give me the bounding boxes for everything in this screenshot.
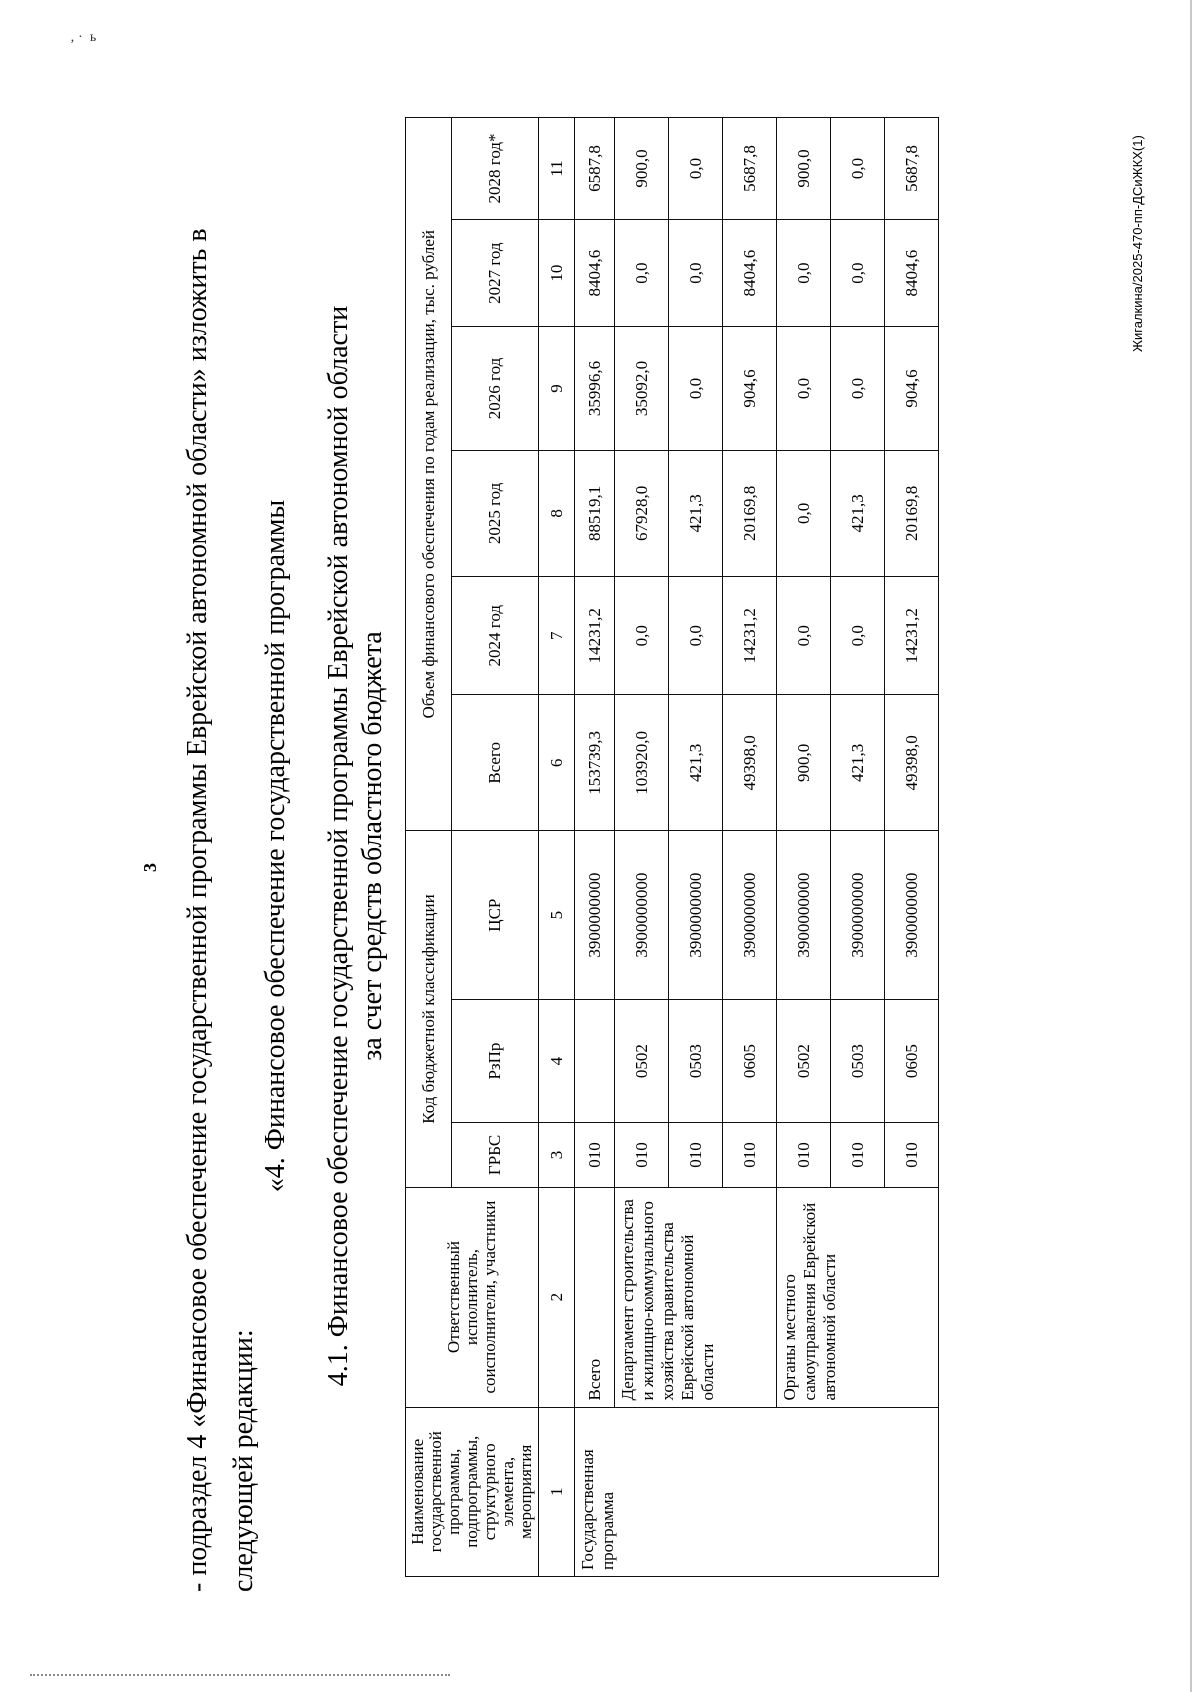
scan-marks: ‚ · ь <box>70 30 97 45</box>
y2026-cell: 904,6 <box>885 327 939 450</box>
header-executor: Ответственный исполнитель, соисполнители, участники <box>406 1187 539 1407</box>
total-cell: 421,3 <box>831 695 885 831</box>
column-number: 1 <box>539 1407 575 1576</box>
table-title-line-1: 4.1. Финансовое обеспечение государственной программы Еврейской автономной области <box>323 305 354 1387</box>
column-number: 3 <box>539 1123 575 1187</box>
header-rzpr: РзПр <box>452 999 539 1122</box>
y2025-cell: 88519,1 <box>575 450 615 577</box>
y2025-cell: 0,0 <box>777 450 831 577</box>
y2028-cell: 900,0 <box>615 118 669 220</box>
csr-cell: 3900000000 <box>777 831 831 999</box>
y2024-cell: 14231,2 <box>575 577 615 695</box>
y2027-cell: 8404,6 <box>723 220 777 327</box>
y2026-cell: 35996,6 <box>575 327 615 450</box>
y2024-cell: 0,0 <box>669 577 723 695</box>
rzpr-cell <box>575 999 615 1122</box>
header-2026: 2026 год <box>452 327 539 450</box>
column-number: 7 <box>539 577 575 695</box>
y2027-cell: 8404,6 <box>575 220 615 327</box>
column-number: 5 <box>539 831 575 999</box>
grbs-cell: 010 <box>831 1123 885 1187</box>
total-cell: 103920,0 <box>615 695 669 831</box>
header-2028: 2028 год* <box>452 118 539 220</box>
header-csr: ЦСР <box>452 831 539 999</box>
y2028-cell: 5687,8 <box>885 118 939 220</box>
document-footer-code: Жигалкина/2025-470-пп-ДСиЖКХ(1) <box>1130 135 1145 352</box>
grbs-cell: 010 <box>777 1123 831 1187</box>
column-number: 8 <box>539 450 575 577</box>
column-number: 9 <box>539 327 575 450</box>
column-number: 11 <box>539 118 575 220</box>
csr-cell: 3900000000 <box>575 831 615 999</box>
y2025-cell: 421,3 <box>831 450 885 577</box>
total-cell: 153739,3 <box>575 695 615 831</box>
total-cell: 421,3 <box>669 695 723 831</box>
table-row <box>575 118 615 1577</box>
y2027-cell: 0,0 <box>669 220 723 327</box>
table-row <box>777 118 831 1577</box>
executor-cell: Департамент строительства и жилищно-коммунального хозяйства правительства Еврейской автономной области <box>615 1187 777 1407</box>
rzpr-cell: 0503 <box>669 999 723 1122</box>
y2027-cell: 0,0 <box>615 220 669 327</box>
y2028-cell: 0,0 <box>669 118 723 220</box>
y2026-cell: 35092,0 <box>615 327 669 450</box>
page-number: 3 <box>140 863 160 872</box>
column-number: 4 <box>539 999 575 1122</box>
total-cell: 49398,0 <box>885 695 939 831</box>
intro-paragraph: - подраздел 4 «Финансовое обеспечение государственной программы Еврейской автономной области» изложить в следующей редакции: <box>182 228 259 1592</box>
y2028-cell: 0,0 <box>831 118 885 220</box>
rzpr-cell: 0502 <box>777 999 831 1122</box>
y2024-cell: 14231,2 <box>723 577 777 695</box>
csr-cell: 3900000000 <box>615 831 669 999</box>
y2024-cell: 0,0 <box>777 577 831 695</box>
grbs-cell: 010 <box>885 1123 939 1187</box>
total-cell: 900,0 <box>777 695 831 831</box>
grbs-cell: 010 <box>575 1123 615 1187</box>
column-number: 10 <box>539 220 575 327</box>
section-title: «4. Финансовое обеспечение государственной программы <box>260 499 291 1193</box>
grbs-cell: 010 <box>669 1123 723 1187</box>
header-grbs: ГРБС <box>452 1123 539 1187</box>
header-total: Всего <box>452 695 539 831</box>
financing-table <box>405 117 939 1577</box>
header-volume: Объем финансового обеспечения по годам реализации, тыс. рублей <box>406 118 452 831</box>
y2026-cell: 904,6 <box>723 327 777 450</box>
y2026-cell: 0,0 <box>777 327 831 450</box>
y2027-cell: 0,0 <box>777 220 831 327</box>
y2024-cell: 14231,2 <box>885 577 939 695</box>
rzpr-cell: 0605 <box>723 999 777 1122</box>
y2025-cell: 67928,0 <box>615 450 669 577</box>
y2028-cell: 6587,8 <box>575 118 615 220</box>
rzpr-cell: 0503 <box>831 999 885 1122</box>
y2028-cell: 900,0 <box>777 118 831 220</box>
total-cell: 49398,0 <box>723 695 777 831</box>
y2025-cell: 421,3 <box>669 450 723 577</box>
header-name: Наименование государственной программы, подпрограммы, структурного элемента, мероприятия <box>406 1407 539 1576</box>
header-2025: 2025 год <box>452 450 539 577</box>
column-number: 2 <box>539 1187 575 1407</box>
grbs-cell: 010 <box>723 1123 777 1187</box>
csr-cell: 3900000000 <box>669 831 723 999</box>
table-title <box>322 200 390 1492</box>
executor-cell: Органы местного самоуправления Еврейской автономной области <box>777 1187 939 1407</box>
column-number: 6 <box>539 695 575 831</box>
program-name-cell: Государственная программа <box>575 1407 939 1576</box>
column-number-row <box>539 118 575 1577</box>
grbs-cell: 010 <box>615 1123 669 1187</box>
csr-cell: 3900000000 <box>885 831 939 999</box>
y2025-cell: 20169,8 <box>723 450 777 577</box>
rzpr-cell: 0502 <box>615 999 669 1122</box>
header-budget-code: Код бюджетной классификации <box>406 831 452 1187</box>
y2025-cell: 20169,8 <box>885 450 939 577</box>
header-2027: 2027 год <box>452 220 539 327</box>
header-2024: 2024 год <box>452 577 539 695</box>
table-row <box>615 118 669 1577</box>
y2026-cell: 0,0 <box>669 327 723 450</box>
csr-cell: 3900000000 <box>831 831 885 999</box>
y2027-cell: 8404,6 <box>885 220 939 327</box>
table-title-line-2: за счет средств областного бюджета <box>357 631 388 1061</box>
y2024-cell: 0,0 <box>615 577 669 695</box>
y2024-cell: 0,0 <box>831 577 885 695</box>
csr-cell: 3900000000 <box>723 831 777 999</box>
rzpr-cell: 0605 <box>885 999 939 1122</box>
y2028-cell: 5687,8 <box>723 118 777 220</box>
y2026-cell: 0,0 <box>831 327 885 450</box>
executor-cell: Всего <box>575 1187 615 1407</box>
y2027-cell: 0,0 <box>831 220 885 327</box>
